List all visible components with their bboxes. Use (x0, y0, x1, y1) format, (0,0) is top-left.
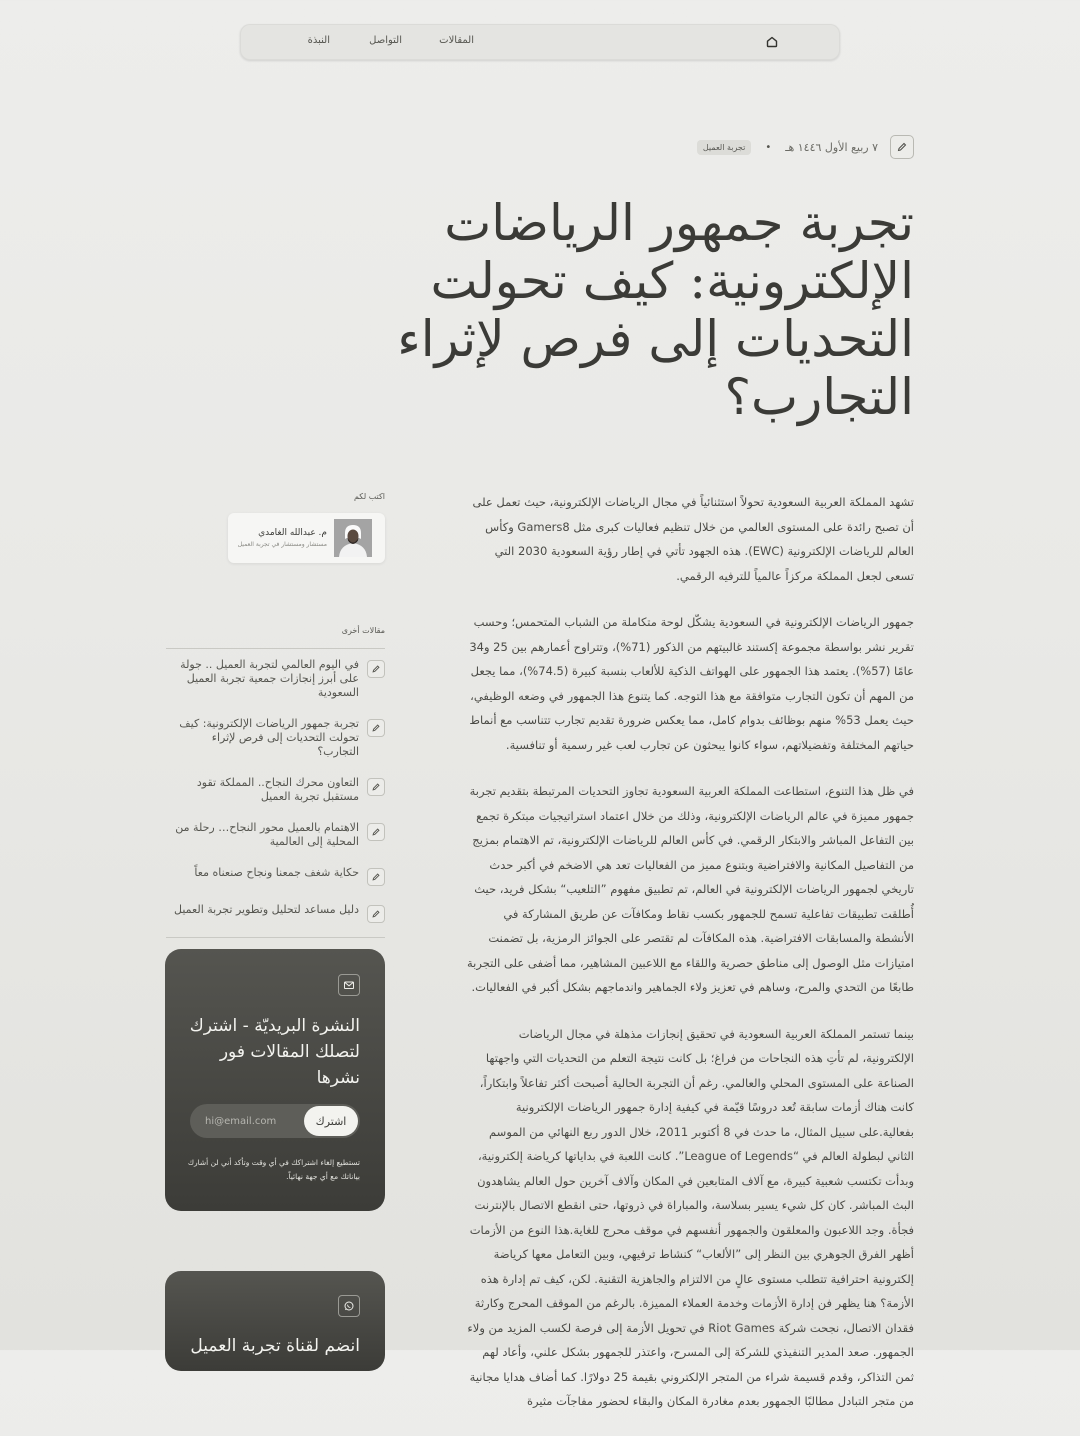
newsletter-note: تستطيع إلغاء اشتراكك في أي وقت وتأكد أني لن أشارك بياناتك مع أي جهة نهائياً. (187, 1158, 360, 1181)
other-articles-list (166, 648, 385, 938)
newsletter-title: النشرة البريديّة - اشترك لتصلك المقالات فور نشرها (189, 1016, 360, 1088)
publish-date: ٧ ربيع الأول ١٤٤٦ هـ (785, 140, 878, 154)
channel-card[interactable] (165, 1271, 385, 1371)
home-icon[interactable] (764, 34, 780, 50)
nav-link-about[interactable]: النبذة (307, 35, 330, 46)
nav-link-contact[interactable]: التواصل (369, 35, 402, 46)
newsletter-card (165, 949, 385, 1211)
article-title: تجربة جمهور الرياضات الإلكترونية: كيف تحولت التحديات إلى فرص لإثراء التجارب؟ (397, 194, 914, 426)
article-meta (697, 135, 914, 159)
author-heading: اكتب لكم (353, 492, 385, 501)
list-item-title: الاهتمام بالعميل محور النجاح… رحلة من المحلية إلى العالمية (175, 821, 359, 848)
author-card[interactable] (228, 513, 385, 563)
pencil-icon (367, 868, 385, 886)
list-item[interactable] (166, 767, 385, 812)
author-name: م. عبدالله الغامدي (258, 528, 327, 538)
list-item[interactable] (166, 812, 385, 857)
article-paragraph: تشهد المملكة العربية السعودية تحولاً استثنائياً في مجال الرياضات الإلكترونية، حيث تعمل على أن تصبح رائدة على المستوى العالمي من خلال تنظيم فعاليات كبرى مثل Gamers8 وكأس العالم للرياضات الإلكترونية (EWC). هذه الجهود تأتي في إطار رؤية السعودية 2030 التي تسعى لجعل المملكة مركزاً عالمياً للترفيه الرقمي. (472, 495, 914, 583)
pencil-icon (367, 778, 385, 796)
channel-title: انضم لقناة تجربة العميل (190, 1336, 360, 1356)
list-item-title: التعاون محرك النجاح.. المملكة تقود مستقبل تجربة العميل (196, 776, 359, 803)
pencil-icon (367, 905, 385, 923)
pencil-icon (367, 719, 385, 737)
list-item[interactable] (166, 894, 385, 931)
list-item[interactable] (166, 649, 385, 708)
article-paragraph: جمهور الرياضات الإلكترونية في السعودية يشكّل لوحة متكاملة من الشباب المتحمس؛ وحسب تقرير نشر بواسطة مجموعة إكستند غالبيتهم من الذكور (71%)، وتتراوح أعمارهم بين 25 و34 عامًا (57%). يعتمد هذا الجمهور على الهواتف الذكية للألعاب بنسبة كبيرة (74.5%)، مما يجعل من المهم أن تكون التجارب متوافقة مع هذا التوجه. كما يتنوع هذا الجمهور في وضعه الوظيفي، حيث يعمل 53% منهم بوظائف بدوام كامل، مما يعكس ضرورة تقديم تجارب تتناسب مع أنماط حياتهم المختلفة وتفضيلاتهم، سواء كانوا يبحثون عن تجارب لعب غير رسمية أو تنافسية. (469, 615, 914, 752)
list-item-title: في اليوم العالمي لتجربة العميل .. جولة على أبرز إنجازات جمعية تجربة العميل السعودية (180, 658, 359, 699)
email-field[interactable] (190, 1104, 310, 1138)
article-body (464, 490, 914, 1436)
pencil-icon (367, 660, 385, 678)
top-nav (240, 24, 840, 60)
newsletter-form (190, 1104, 360, 1138)
list-item[interactable] (166, 708, 385, 767)
nav-link-articles[interactable]: المقالات (439, 35, 474, 46)
list-item-title: دليل مساعد لتحليل وتطوير تجربة العميل (174, 903, 359, 916)
subscribe-button[interactable]: اشترك (304, 1106, 358, 1136)
list-item-title: تجربة جمهور الرياضات الإلكترونية: كيف تحولت التحديات إلى فرص لإثراء التجارب؟ (179, 717, 359, 758)
list-item-title: حكاية شغف جمعنا ونجاح صنعناه معاً (194, 866, 359, 879)
other-articles-heading: مقالات أخرى (341, 626, 385, 635)
article-paragraph: في ظل هذا التنوع، استطاعت المملكة العربية السعودية تجاوز التحديات المرتبطة بتقديم تجربة جمهور مميزة في عالم الرياضات الإلكترونية، وذلك من خلال اعتماد استراتيجيات مبتكرة تجمع بين التفاعل المباشر والابتكار الرقمي. في كأس العالم للرياضات الإلكترونية، تم الاهتمام بمزيج من التفاصيل المكانية والافتراضية وبتنوع مميز من الفعاليات تعد هي الاضخم في أكبر حدث تاريخي لجمهور الرياضات الإلكترونية في العالم، تم تطبيق مفهوم ”التلعيب“ بشكل فريد، حيث أُطلقت تطبيقات تفاعلية تسمح للجمهور بكسب نقاط ومكافآت عن طريق المشاركة في الأنشطة والمسابقات الافتراضية. هذه المكافآت لم تقتصر على الجوائز الرمزية، بل تضمنت امتيازات مثل الوصول إلى مناطق حصرية واللقاء مع اللاعبين المشاهير، مما أضفى على التجربة طابعًا من التحدي والمرح، وساهم في تعزيز ولاء الجماهير واندماجهم بشكل أكبر في الفعاليات. (466, 784, 914, 994)
meta-separator: • (765, 141, 772, 153)
avatar (334, 519, 372, 557)
pencil-icon (367, 823, 385, 841)
whatsapp-icon (338, 1295, 360, 1317)
category-tag[interactable]: تجربة العميل (697, 140, 751, 155)
pencil-icon (890, 135, 914, 159)
article-paragraph: بينما تستمر المملكة العربية السعودية في تحقيق إنجازات مذهلة في مجال الرياضات الإلكترونية، لم تأتِ هذه النجاحات من فراغ؛ بل كانت نتيجة التعلم من التحديات التي واجهتها الصناعة على المستوى المحلي والعالمي. رغم أن التجربة الحالية أصبحت أكثر تفاعلاً وابتكاراً، كانت هناك أزمات سابقة تُعد دروسًا قيّمة في كيفية إدارة جمهور الرياضات الإلكترونية بفعالية.على سبيل المثال، ما حدث في 8 أكتوبر 2011، خلال الدور ربع النهائي من الموسم الثاني لبطولة العالم في “League of Legends”. كانت اللعبة في بداياتها كرياضة إلكترونية، وبدأت تكتسب شعبية كبيرة، مع آلاف المتابعين في المكان وآلاف آخرين حول العالم يشاهدون البث المباشر. كان كل شيء يسير بسلاسة، والمباراة في ذروتها، حتى انقطع الاتصال بالإنترنت فجأة. وجد اللاعبون والمعلقون والجمهور أنفسهم في موقف محرج للغاية.هذا النوع من الأزمات أظهر الفرق الجوهري بين النظر إلى ”الألعاب“ كنشاط ترفيهي، وبين التعامل معها كرياضة إلكترونية احترافية تتطلب مستوى عالٍ من الالتزام والجاهزية التقنية. لكن، كيف تم إدارة هذه الأزمة؟ هنا يظهر فن إدارة الأزمات وخدمة العملاء المميزة. بالرغم من الموقف المحرج وكارثة فقدان الاتصال، نجحت شركة Riot Games في تحويل الأزمة إلى فرصة لكسب المزيد من ولاء الجمهور. صعد المدير التنفيذي للشركة إلى المسرح، واعتذر للجمهور بشكل علني، وأعاد لهم ثمن التذاكر، وقدم قسيمة شراء من المتجر الإلكتروني بقيمة 25 دولارًا. كما أضاف هدايا مجانية من متجر التبادل مطالبًا الجمهور بعدم مغادرة المكان والبقاء لحضور مفاجآت مثيرة (467, 1026, 914, 1408)
author-role: مستشار ومستشار في تجربة العميل (237, 541, 327, 548)
list-item[interactable] (166, 857, 385, 894)
mail-icon (338, 974, 360, 996)
